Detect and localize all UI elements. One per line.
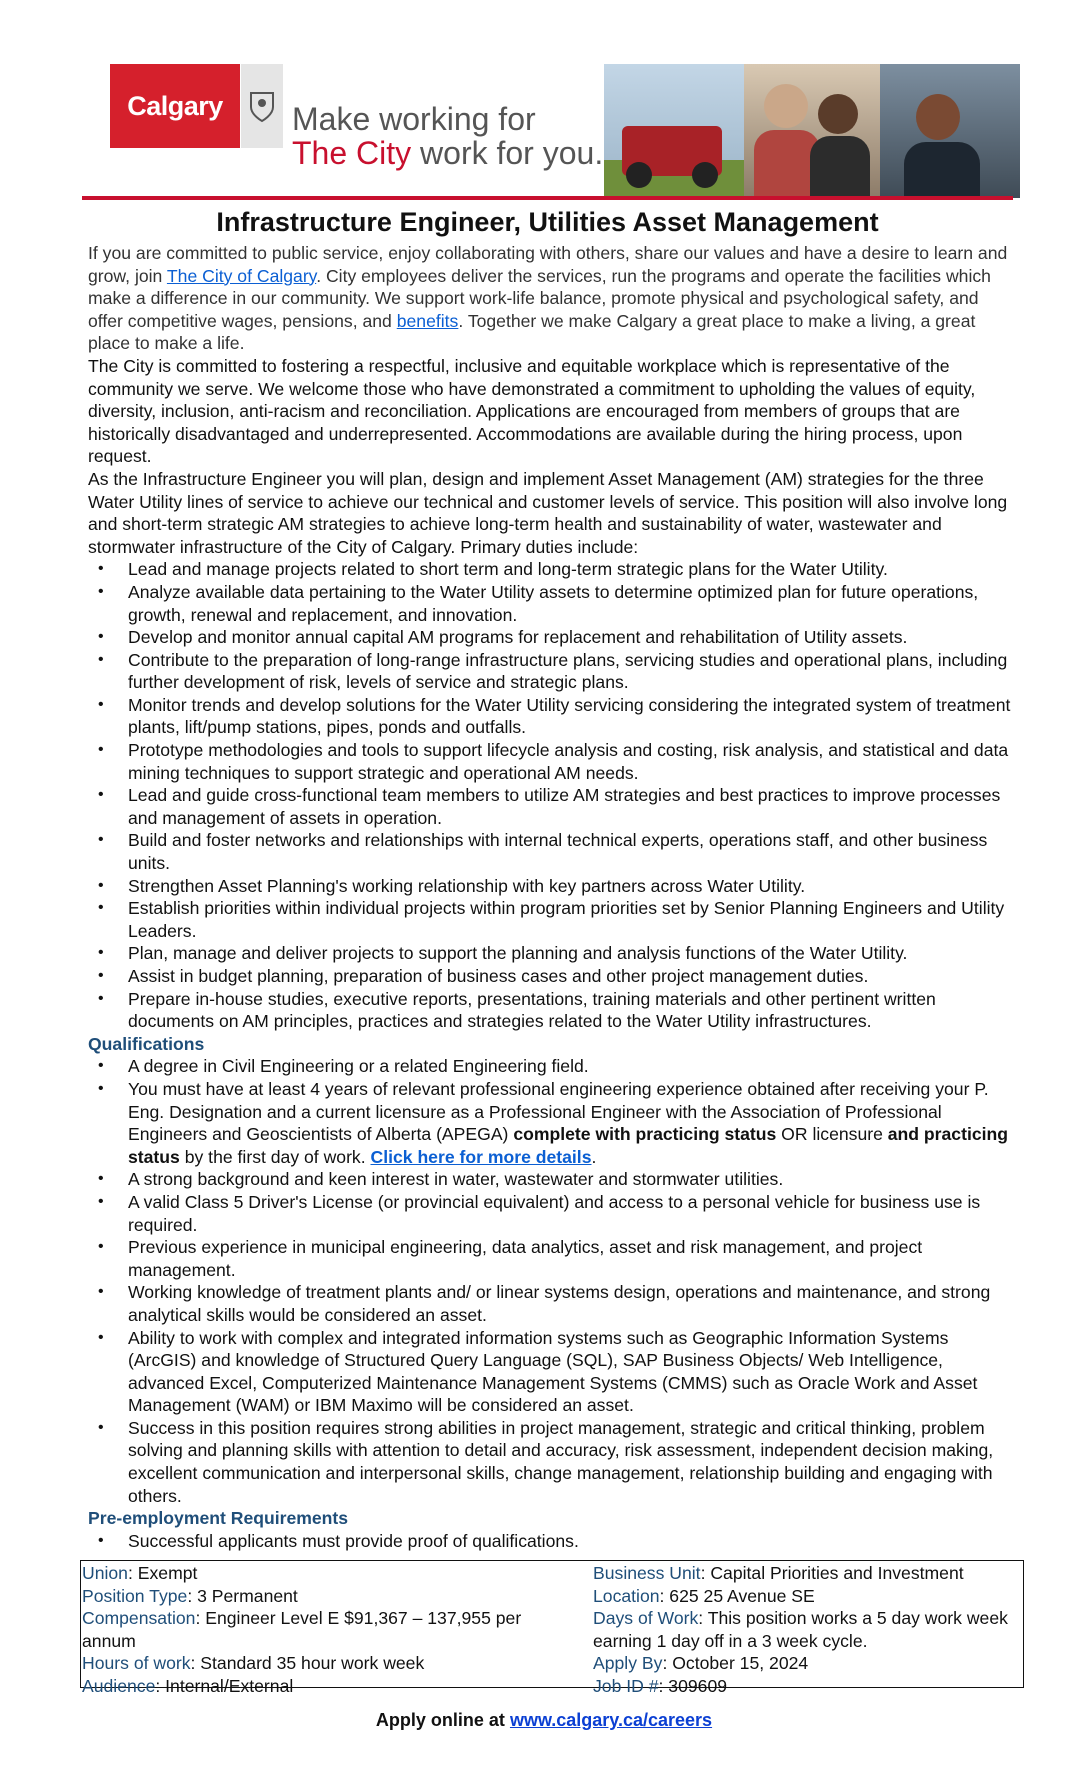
location-value: : 625 25 Avenue SE — [659, 1585, 815, 1606]
days-label: Days of Work — [593, 1608, 699, 1628]
list-item: • Assist in budget planning, preparation of business cases and other project management duties. — [88, 965, 1016, 988]
qualifications-heading: Qualifications — [88, 1033, 205, 1054]
careers-link[interactable]: www.calgary.ca/careers — [509, 1710, 713, 1730]
union-row — [82, 1562, 552, 1585]
intro-text-2: . City employees deliver the services, run the programs and operate the facilities which make a difference in our community. We support work-life balance, promote physical and psychological safety, and offer competitive wages, pensions, and — [88, 265, 991, 331]
calgary-logo — [110, 64, 240, 148]
intro-text-1: If you are committed to public service, enjoy collaborating with others, share our values and have a desire to learn and grow, join — [88, 243, 1008, 286]
list-item: • A valid Class 5 Driver's License (or provincial equivalent) and access to a personal vehicle for business use is required. — [88, 1191, 1016, 1236]
city-crest-icon — [240, 64, 283, 148]
compensation-value: : Engineer Level E $91,367 – 137,955 per annum — [82, 1608, 522, 1651]
list-item: • A strong background and keen interest in water, wastewater and stormwater utilities. — [88, 1168, 1016, 1191]
qual-bold-1: complete with practicing status — [513, 1124, 777, 1145]
business-unit-value: : Capital Priorities and Investment — [700, 1563, 964, 1583]
job-id-row — [593, 1675, 1021, 1698]
audience-row — [82, 1675, 552, 1698]
list-item: • Develop and monitor annual capital AM programs for replacement and rehabilitation of Utility assets. — [88, 626, 1016, 649]
apply-online — [0, 1710, 1088, 1731]
job-details-right — [593, 1562, 1021, 1697]
days-row — [593, 1607, 1021, 1652]
job-id-value: : 309609 — [658, 1675, 728, 1696]
union-label: Union — [82, 1563, 128, 1583]
apply-by-value: : October 15, 2024 — [662, 1653, 809, 1673]
list-item: • Lead and guide cross-functional team members to utilize AM strategies and best practices to improve processes and management of assets in operation. — [88, 784, 1016, 829]
list-item: • Strengthen Asset Planning's working relationship with key partners across Water Utility. — [88, 875, 1016, 898]
hours-label: Hours of work — [82, 1653, 191, 1673]
inclusion-paragraph: The City is committed to fostering a respectful, inclusive and equitable workplace which is representative of the community we serve. We welcome those who have demonstrated a commitment to upholding the values of equity, diversity, inclusion, anti-racism and reconciliation. Applications are encouraged from members of groups that are historically disadvantaged and underrepresented. Accommodations are available during the hiring process, upon request. — [88, 355, 976, 467]
list-item: • Analyze available data pertaining to the Water Utility assets to determine optimized plan for future operations, growth, renewal and replacement, and innovation. — [88, 581, 1016, 626]
logo-text: Calgary — [127, 90, 223, 121]
list-item: • Monitor trends and develop solutions for the Water Utility servicing considering the integrated system of treatment plants, lift/pump stations, pipes, ponds and outfalls. — [88, 694, 1016, 739]
compensation-label: Compensation — [82, 1608, 196, 1628]
list-item: • Previous experience in municipal engineering, data analytics, asset and risk management, and project management. — [88, 1236, 1016, 1281]
benefits-link[interactable]: benefits — [396, 310, 459, 331]
business-unit-label: Business Unit — [593, 1563, 701, 1583]
list-item: • Lead and manage projects related to short term and long-term strategic plans for the Water Utility. — [88, 558, 1016, 581]
business-unit-row — [593, 1562, 1021, 1585]
list-item: • Working knowledge of treatment plants and/ or linear systems design, operations and maintenance, and strong analytical skills would be considered an asset. — [88, 1281, 1016, 1326]
duties-list — [88, 558, 1016, 1032]
hours-row — [82, 1652, 552, 1675]
list-item: • Plan, manage and deliver projects to support the planning and analysis functions of the Water Utility. — [88, 942, 1016, 965]
list-item — [88, 1078, 1016, 1168]
qual-text-c: by the first day of work. — [179, 1146, 371, 1167]
city-of-calgary-link[interactable]: The City of Calgary — [166, 265, 317, 286]
list-item: • Successful applicants must provide proof of qualifications. — [88, 1530, 1016, 1553]
days-value: : This position works a 5 day work week earning 1 day off in a 3 week cycle. — [593, 1608, 1008, 1651]
list-item: • A degree in Civil Engineering or a related Engineering field. — [88, 1055, 1016, 1078]
list-item: • Ability to work with complex and integrated information systems such as Geographic Information Systems (ArcGIS) and knowledge of Structured Query Language (SQL), SAP Business Objects/ Web Intelligence, advanced Excel, Computerized Maintenance Management Systems (CMMS) such as Oracle Work and Asset Management (WAM) or IBM Maximo will be considered an asset. — [88, 1327, 1016, 1417]
intro-paragraph — [88, 242, 1016, 355]
audience-label: Audience — [82, 1675, 156, 1696]
position-type-row — [82, 1585, 552, 1608]
list-item: • Prepare in-house studies, executive reports, presentations, training materials and other pertinent written documents on AM principles, practices and strategies related to the Water Utility infrastructures. — [88, 988, 1016, 1033]
position-type-label: Position Type — [82, 1585, 188, 1606]
page-title: Infrastructure Engineer, Utilities Asset Management — [216, 207, 879, 237]
preemployment-heading: Pre-employment Requirements — [88, 1508, 349, 1529]
location-row — [593, 1585, 1021, 1608]
apply-by-row — [593, 1652, 1021, 1675]
hours-value: : Standard 35 hour work week — [190, 1653, 425, 1673]
apply-online-text: Apply online at — [375, 1710, 510, 1730]
more-details-link[interactable]: Click here for more details — [370, 1146, 592, 1167]
union-value: : Exempt — [127, 1563, 198, 1583]
list-item: • Establish priorities within individual projects within program priorities set by Senior Planning Engineers and Utility Leaders. — [88, 897, 1016, 942]
header-banner — [110, 64, 1020, 202]
qual-bold-2: and practicing status — [128, 1124, 1009, 1167]
job-id-label: Job ID # — [593, 1675, 659, 1696]
list-item: • Prototype methodologies and tools to support lifecycle analysis and costing, risk analysis, and statistical and data mining techniques to support strategic and operational AM needs. — [88, 739, 1016, 784]
position-type-value: : 3 Permanent — [187, 1585, 298, 1606]
list-item: • Success in this position requires strong abilities in project management, strategic and critical thinking, problem solving and planning skills with attention to detail and accuracy, risk assessment, independent decision making, excellent communication and interpersonal skills, change management, relationship building and engaging with others. — [88, 1417, 1016, 1507]
compensation-row — [82, 1607, 552, 1652]
list-item: • Contribute to the preparation of long-range infrastructure plans, servicing studies and operational plans, including further development of risk, levels of service and strategic plans. — [88, 649, 1016, 694]
qual-text-a: You must have at least 4 years of relevant professional engineering experience obtained after receiving your P. Eng. Designation and a current licensure as a Professional Engineer with the Association of Professional Engineers and Geoscientists of Alberta (APEGA) — [128, 1078, 989, 1145]
tagline — [292, 102, 603, 170]
preemployment-list — [88, 1530, 1016, 1553]
tagline-line-2 — [292, 136, 603, 170]
location-label: Location — [593, 1585, 660, 1606]
apply-by-label: Apply By — [593, 1653, 663, 1673]
employee-photo-collage — [604, 64, 1020, 198]
qual-text-d: . — [591, 1146, 597, 1167]
list-item: • Build and foster networks and relationships with internal technical experts, operations staff, and other business units. — [88, 829, 1016, 874]
header-divider — [82, 196, 1013, 200]
audience-value: : Internal/External — [155, 1675, 294, 1696]
tagline-line-1: Make working for — [292, 101, 536, 137]
job-details-left — [82, 1562, 552, 1697]
qualifications-list — [88, 1055, 1016, 1507]
qual-text-b: OR licensure — [776, 1124, 888, 1145]
tagline-highlight: The City — [292, 135, 412, 171]
job-details-table — [80, 1560, 1024, 1696]
posting-body — [88, 242, 1016, 1552]
tagline-rest: work for you. — [411, 135, 604, 171]
role-paragraph: As the Infrastructure Engineer you will plan, design and implement Asset Management (AM) strategies for the three Water Utility lines of service to achieve our technical and customer levels of service. This position will also involve long and short-term strategic AM strategies to achieve long-term health and sustainability of water, wastewater and stormwater infrastructure of the City of Calgary. Primary duties include: — [88, 468, 1008, 557]
intro-text-3: . Together we make Calgary a great place to make a living, a great place to make a life. — [88, 310, 976, 354]
